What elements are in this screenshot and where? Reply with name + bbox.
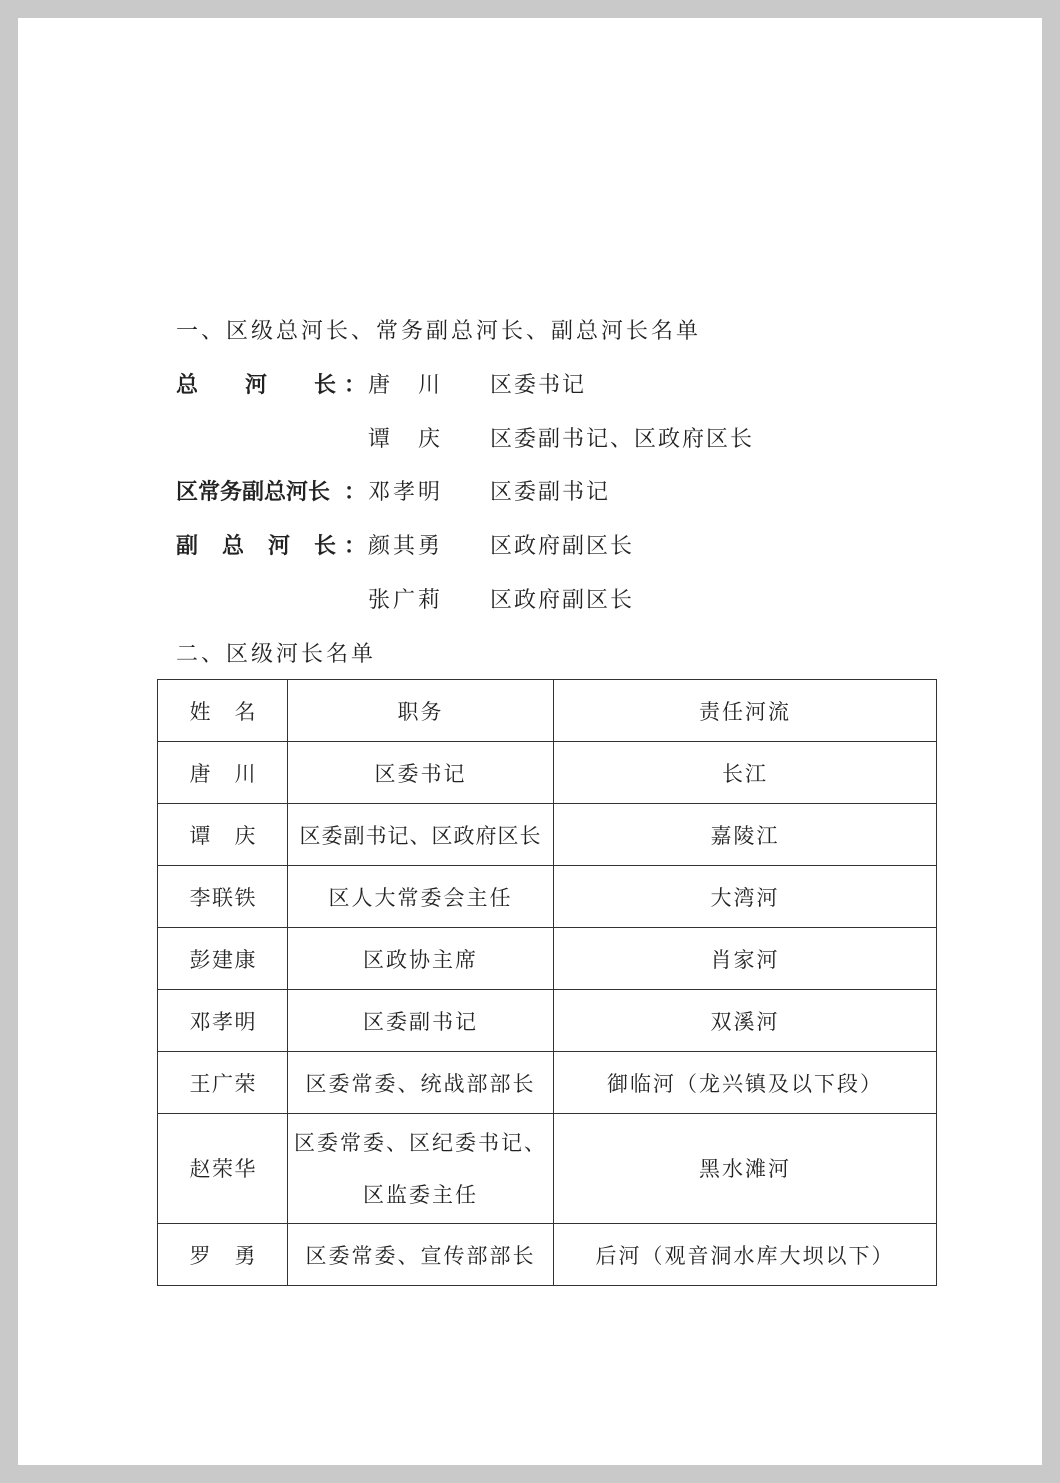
table-header-row (158, 680, 937, 742)
cell-name: 谭庆 (158, 804, 288, 866)
table-row (158, 742, 937, 804)
roster-title: 区政府副区长 (490, 534, 635, 559)
cell-name: 李联铁 (158, 866, 288, 928)
cell-river: 后河（观音洞水库大坝以下） (554, 1224, 937, 1286)
cell-position (288, 1114, 554, 1224)
cell-river: 双溪河 (554, 990, 937, 1052)
roster-role: 区常务副总河长 (176, 480, 331, 505)
cell-name: 唐川 (158, 742, 288, 804)
section2-heading: 二、区级河长名单 (176, 642, 377, 667)
cell-position: 区委书记 (288, 742, 554, 804)
table-row (158, 990, 937, 1052)
cell-position: 区政协主席 (288, 928, 554, 990)
header-position: 职务 (288, 680, 554, 742)
roster-role: 副总河长 (176, 534, 336, 559)
cell-name: 罗勇 (158, 1224, 288, 1286)
cell-name: 王广荣 (158, 1052, 288, 1114)
header-name: 姓名 (158, 680, 288, 742)
document-page (18, 18, 1042, 1465)
roster-name: 谭庆 (368, 427, 440, 452)
cell-position: 区委副书记、区政府区长 (288, 804, 554, 866)
cell-position: 区人大常委会主任 (288, 866, 554, 928)
roster-title: 区政府副区长 (490, 588, 635, 613)
cell-river: 御临河（龙兴镇及以下段） (554, 1052, 937, 1114)
cell-river: 大湾河 (554, 866, 937, 928)
roster-name: 唐川 (368, 373, 440, 398)
table-row (158, 1052, 937, 1114)
cell-position-line: 区委常委、区纪委书记、 (294, 1130, 547, 1155)
table-row (158, 1224, 937, 1286)
roster-name: 邓孝明 (368, 480, 440, 505)
cell-name: 邓孝明 (158, 990, 288, 1052)
roster-colon: ： (344, 480, 367, 505)
table-row (158, 804, 937, 866)
river-chief-table (157, 679, 937, 1286)
table-row (158, 1114, 937, 1224)
section1-heading: 一、区级总河长、常务副总河长、副总河长名单 (176, 319, 702, 344)
cell-river: 长江 (554, 742, 937, 804)
table-row (158, 928, 937, 990)
cell-name: 彭建康 (158, 928, 288, 990)
header-river: 责任河流 (554, 680, 937, 742)
roster-role: 总河长 (176, 373, 336, 398)
cell-position: 区委常委、宣传部部长 (288, 1224, 554, 1286)
cell-position: 区委常委、统战部部长 (288, 1052, 554, 1114)
roster-name: 张广莉 (368, 588, 440, 613)
cell-name: 赵荣华 (158, 1114, 288, 1224)
table-row (158, 866, 937, 928)
roster-title: 区委副书记 (490, 480, 611, 505)
cell-position: 区委副书记 (288, 990, 554, 1052)
roster-title: 区委书记 (490, 373, 587, 398)
roster-name: 颜其勇 (368, 534, 440, 559)
cell-position-line: 区监委主任 (363, 1182, 478, 1207)
roster-colon: ： (344, 373, 367, 398)
roster-colon: ： (344, 534, 367, 559)
cell-river: 嘉陵江 (554, 804, 937, 866)
roster-title: 区委副书记、区政府区长 (490, 427, 755, 452)
cell-river: 肖家河 (554, 928, 937, 990)
cell-river: 黑水滩河 (554, 1114, 937, 1224)
